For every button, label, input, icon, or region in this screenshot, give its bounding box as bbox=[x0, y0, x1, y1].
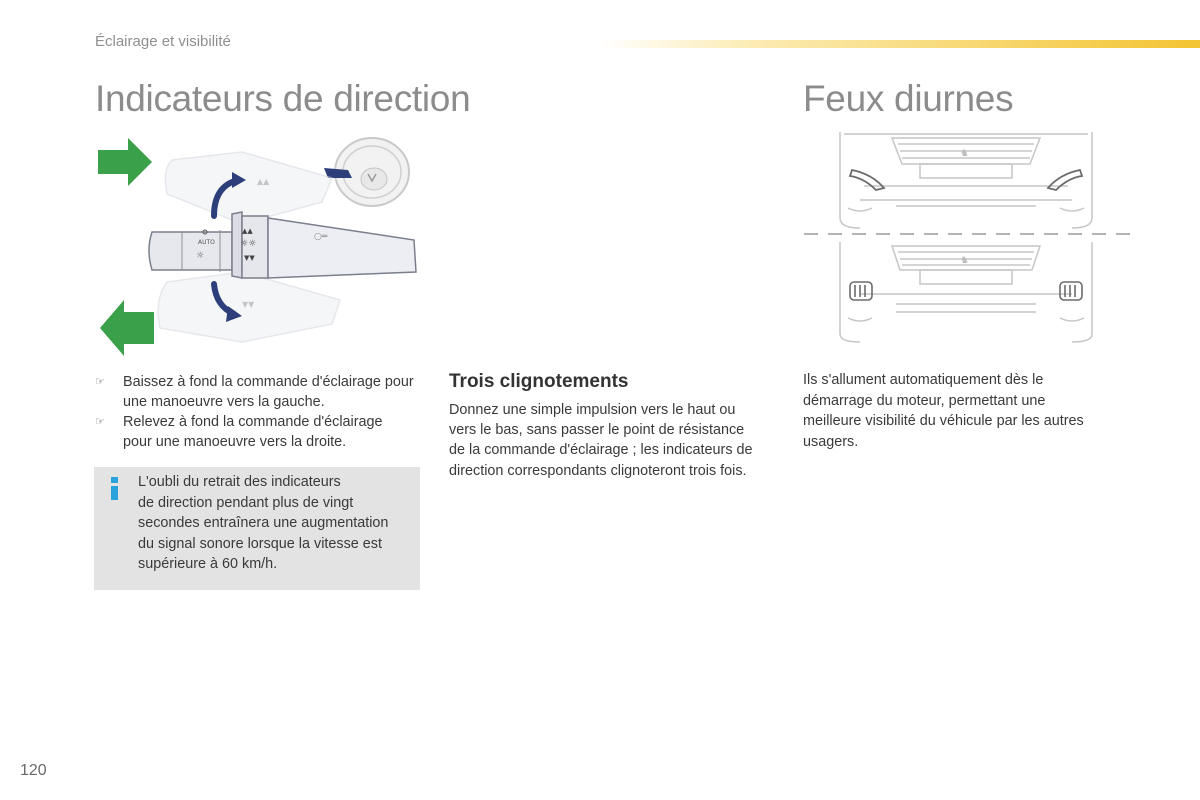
page-title-indicators: Indicateurs de direction bbox=[95, 78, 471, 119]
list-item-text: Relevez à fond la commande d'éclairage pour une manoeuvre vers la droite. bbox=[123, 414, 383, 450]
stalk-down-position bbox=[158, 272, 340, 342]
arrow-right-icon bbox=[98, 138, 152, 186]
svg-text:☼: ☼ bbox=[196, 251, 205, 261]
vehicle-front-icon bbox=[800, 128, 1132, 350]
text-line: direction correspondants clignoteront trois fois. bbox=[449, 462, 747, 479]
text-line: Ils s'allument automatiquement dès le bbox=[803, 372, 1044, 388]
vehicle-front-illustration bbox=[800, 128, 1132, 350]
arrow-left-icon bbox=[100, 300, 154, 356]
instruction-list bbox=[95, 372, 415, 452]
text-line: Donnez une simple impulsion vers le haut ou bbox=[449, 402, 736, 418]
info-line: secondes entraînera une augmentation bbox=[138, 515, 389, 531]
text-line: de la commande d'éclairage ; les indicateurs de bbox=[449, 442, 753, 459]
stalk-up-position bbox=[165, 152, 332, 224]
section-heading-three-flashes: Trois clignotements bbox=[449, 371, 629, 392]
info-line: de direction pendant plus de vingt bbox=[138, 494, 354, 511]
section-label: Éclairage et visibilité bbox=[95, 33, 231, 50]
text-line: usagers. bbox=[803, 433, 859, 450]
text-line: démarrage du moteur, permettant une bbox=[803, 392, 1046, 409]
list-item bbox=[95, 372, 415, 412]
text-line: vers le bas, sans passer le point de résistance bbox=[449, 422, 745, 439]
info-icon bbox=[109, 477, 121, 500]
hand-pointer-icon: ☞ bbox=[95, 376, 105, 388]
svg-text:▲▲: ▲▲ bbox=[242, 227, 253, 235]
info-text bbox=[138, 472, 413, 575]
page-number: 120 bbox=[20, 762, 47, 779]
info-line: du signal sonore lorsque la vitesse est bbox=[138, 535, 382, 552]
page-title-daytime-lights: Feux diurnes bbox=[803, 78, 1014, 119]
info-box bbox=[94, 467, 420, 590]
svg-text:▼▼: ▼▼ bbox=[242, 300, 255, 309]
auto-symbol: AUTO bbox=[198, 239, 215, 246]
info-line: L'oubli du retrait des indicateurs bbox=[138, 474, 341, 490]
svg-text:♞: ♞ bbox=[960, 255, 969, 266]
lighting-stalk bbox=[149, 212, 416, 278]
list-item-text: Baissez à fond la commande d'éclairage pour une manoeuvre vers la gauche. bbox=[123, 374, 414, 410]
steering-wheel-icon bbox=[324, 134, 414, 214]
info-line: supérieure à 60 km/h. bbox=[138, 556, 278, 572]
text-line: meilleure visibilité du véhicule par les autres bbox=[803, 413, 1084, 429]
svg-text:▼▼: ▼▼ bbox=[244, 254, 255, 262]
three-flashes-text bbox=[449, 400, 779, 481]
svg-text:☼☼: ☼☼ bbox=[240, 239, 257, 249]
header-accent-bar bbox=[600, 40, 1200, 48]
list-item bbox=[95, 412, 415, 452]
svg-text:▲▲: ▲▲ bbox=[257, 177, 270, 186]
hand-pointer-icon: ☞ bbox=[95, 416, 105, 428]
stalk-illustration bbox=[92, 132, 422, 364]
svg-text:○═: ○═ bbox=[314, 232, 328, 242]
daytime-lights-text bbox=[803, 370, 1123, 452]
svg-text:♞: ♞ bbox=[960, 148, 969, 159]
